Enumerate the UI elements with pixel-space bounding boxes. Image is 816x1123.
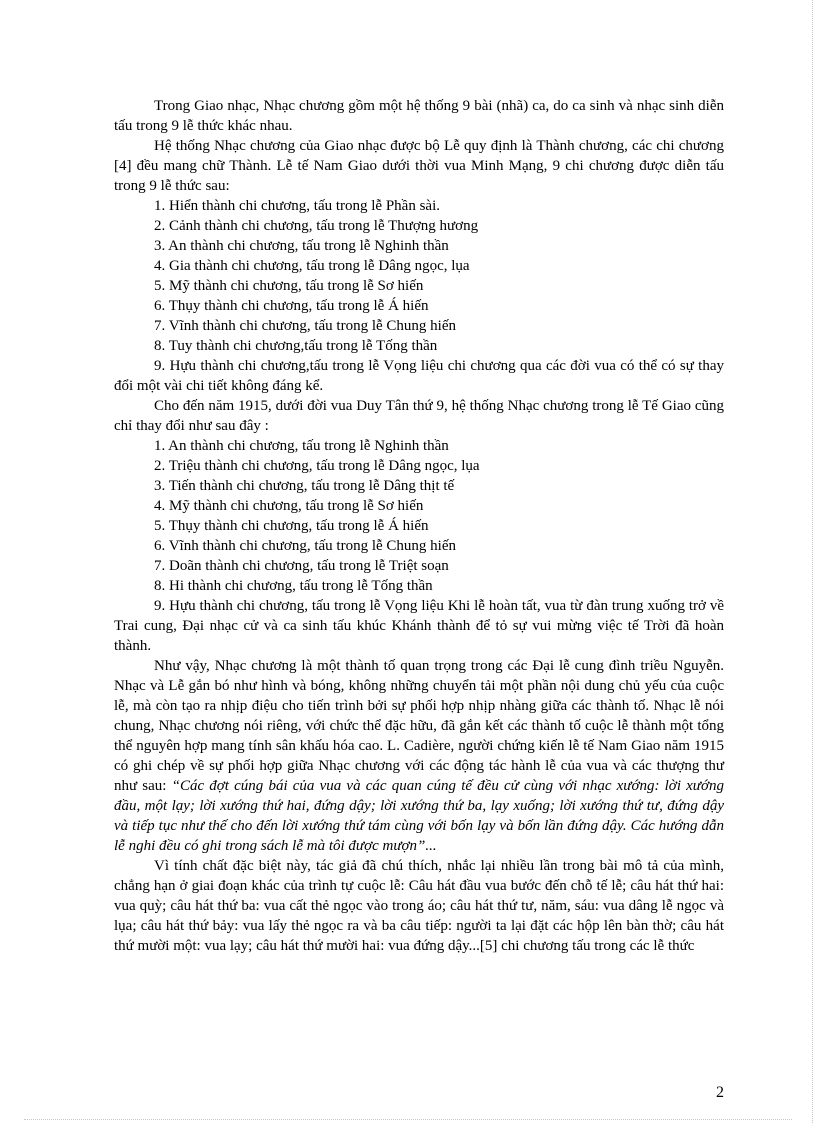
list1-item-9: 9. Hựu thành chi chương,tấu trong lễ Vọng liệu chi chương qua các đời vua có thể có sự thay đổi một vài chi tiết không đáng kể.: [114, 358, 724, 394]
list2-item-9: 9. Hựu thành chi chương, tấu trong lễ Vọng liệu Khi lễ hoàn tất, vua từ đàn trung xuống trở về Trai cung, Đại nhạc cử và ca sinh tấu khúc Khánh thành để tỏ sự vui mừng việc tế Trời đã hoàn thành.: [114, 598, 724, 654]
list2-item-6: 6. Vĩnh thành chi chương, tấu trong lễ Chung hiến: [154, 538, 456, 554]
paragraph-intro-2: Hệ thống Nhạc chương của Giao nhạc được bộ Lễ quy định là Thành chương, các chi chương [4] đều mang chữ Thành. Lễ tế Nam Giao dưới thời vua Minh Mạng, 9 chi chương được diễn tấu trong 9 lễ thức sau:: [114, 138, 724, 194]
list1-item-5: 5. Mỹ thành chi chương, tấu trong lễ Sơ hiến: [154, 278, 424, 294]
list1-item-1: 1. Hiển thành chi chương, tấu trong lễ Phần sài.: [154, 198, 441, 214]
list2-item-4: 4. Mỹ thành chi chương, tấu trong lễ Sơ hiến: [154, 498, 424, 514]
list2-item-1: 1. An thành chi chương, tấu trong lễ Nghinh thần: [154, 438, 449, 454]
list1-item-2: 2. Cảnh thành chi chương, tấu trong lễ Thượng hương: [154, 218, 479, 234]
paragraph-nhac-chuong: [114, 656, 724, 856]
list2-item-5: 5. Thụy thành chi chương, tấu trong lễ Á hiến: [154, 518, 429, 534]
list2-item-8: 8. Hi thành chi chương, tấu trong lễ Tống thần: [154, 578, 433, 594]
page-right-border: [812, 0, 813, 1123]
list1-item-4: 4. Gia thành chi chương, tấu trong lễ Dâng ngọc, lụa: [154, 258, 470, 274]
paragraph-duy-tan: Cho đến năm 1915, dưới đời vua Duy Tân thứ 9, hệ thống Nhạc chương trong lễ Tế Giao cũng chỉ thay đổi như sau đây :: [114, 398, 724, 434]
cadiere-quote: “Các đợt cúng bái của vua và các quan cúng tế đều cử cùng với nhạc xướng: lời xướng đầu, một lạy; lời xướng thứ hai, đứng dậy; lời xướng thứ ba, lạy xuống; lời xướng thứ tư, đứng dậy và tiếp tục như thế cho đến lời xướng thứ tám cùng với bốn lạy và bốn lần đứng dậy. Các hướng dẫn lễ nghi đều có ghi trong sách lễ mà tôi được mượn”...: [114, 778, 724, 854]
page-bottom-border: [24, 1119, 792, 1120]
page-number: 2: [716, 1084, 724, 1101]
paragraph-tinh-chat: Vì tính chất đặc biệt này, tác giả đã chú thích, nhắc lại nhiều lần trong bài mô tả của mình, chẳng hạn ở giai đoạn khác của trình tự cuộc lễ: Câu hát đầu vua bước đến chỗ tế lễ; câu hát thứ hai: vua quỳ; câu hát thứ ba: vua cất thẻ ngọc vào trong áo; câu hát thứ tư, năm, sáu: vua dâng lễ ngọc và lụa; câu hát thứ bảy: vua lấy thẻ ngọc ra và ba câu tiếp: người ta lại đặt các hộp lên bàn thờ; câu hát thứ mười một: vua lạy; câu hát thứ mười hai: vua đứng dậy...[5] chi chương tấu trong các lễ thức: [114, 858, 724, 954]
list2-item-3: 3. Tiến thành chi chương, tấu trong lễ Dâng thịt tế: [154, 478, 455, 494]
list2-item-7: 7. Doãn thành chi chương, tấu trong lễ Triệt soạn: [154, 558, 449, 574]
list1-item-6: 6. Thụy thành chi chương, tấu trong lễ Á hiến: [154, 298, 429, 314]
list2-item-2: 2. Triệu thành chi chương, tấu trong lễ Dâng ngọc, lụa: [154, 458, 480, 474]
paragraph-nhac-chuong-text: Như vậy, Nhạc chương là một thành tố quan trọng trong các Đại lễ cung đình triều Nguyễn. Nhạc và Lễ gắn bó như hình và bóng, không những chuyển tải một phần nội dung chủ yếu của cuộc lễ, mà còn tạo ra nhịp điệu cho tiến trình bởi sự phối hợp nhịp nhàng giữa các thành tố. Nhạc lễ nói chung, Nhạc chương nói riêng, với chức thể đặc hữu, đã gắn kết các thành tố cuộc lễ thành một tổng thể nguyên hợp mang tính sân khấu hóa cao. L. Cadière, người chứng kiến lễ tế Nam Giao năm 1915 có ghi chép về sự phối hợp giữa Nhạc chương với các động tác hành lễ của vua và các thượng thư như sau:: [114, 658, 724, 794]
list1-item-8: 8. Tuy thành chi chương,tấu trong lễ Tống thần: [154, 338, 438, 354]
list1-item-7: 7. Vĩnh thành chi chương, tấu trong lễ Chung hiến: [154, 318, 456, 334]
document-body: [114, 96, 724, 956]
paragraph-intro-1: Trong Giao nhạc, Nhạc chương gồm một hệ thống 9 bài (nhã) ca, do ca sinh và nhạc sinh diễn tấu trong 9 lễ thức khác nhau.: [114, 98, 724, 134]
list1-item-3: 3. An thành chi chương, tấu trong lễ Nghinh thần: [154, 238, 449, 254]
